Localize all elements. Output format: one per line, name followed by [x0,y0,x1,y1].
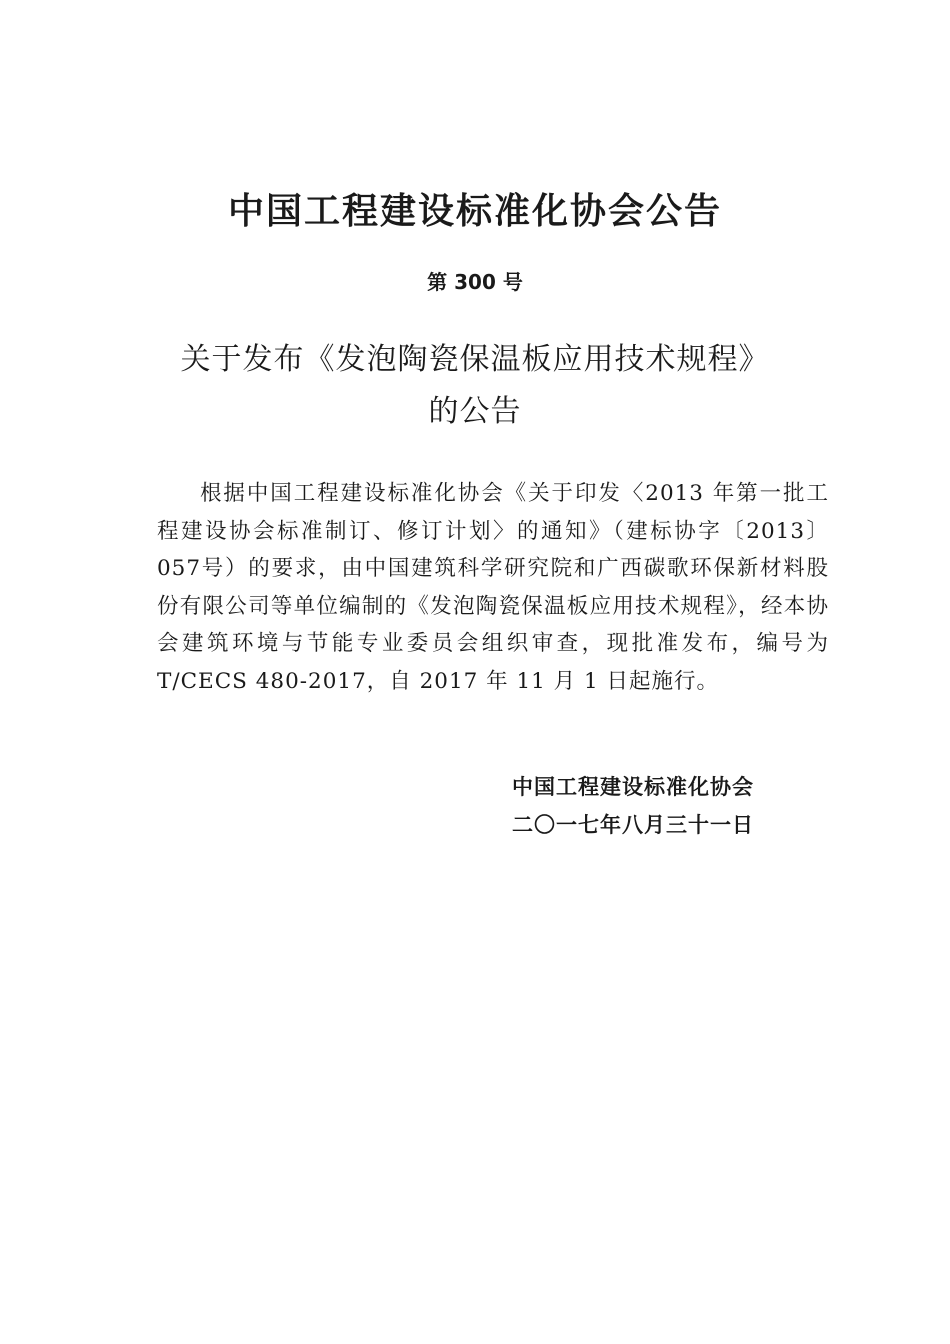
signature-block [512,768,812,844]
subject-line-2: 的公告 [428,394,522,429]
issue-number: 第 300 号 [427,270,523,294]
subject-line-1: 关于发布《发泡陶瓷保温板应用技术规程》 [180,342,770,377]
announcement-body: 根据中国工程建设标准化协会《关于印发〈2013 年第一批工程建设协会标准制订、修订计划〉的通知》（建标协字〔2013〕057号）的要求，由中国建筑科学研究院和广西碳歌环保新材料股份有限公司等单位编制的《发泡陶瓷保温板应用技术规程》，经本协会建筑环境与节能专业委员会组织审查，现批准发布，编号为 T/CECS 480-2017，自 2017 年 11 月 1 日起施行。 [157,481,829,694]
signature-date: 二〇一七年八月三十一日 [512,813,754,837]
organization-title: 中国工程建设标准化协会公告 [227,191,722,232]
signature-organization: 中国工程建设标准化协会 [512,775,754,799]
announcement-subject [0,334,950,438]
